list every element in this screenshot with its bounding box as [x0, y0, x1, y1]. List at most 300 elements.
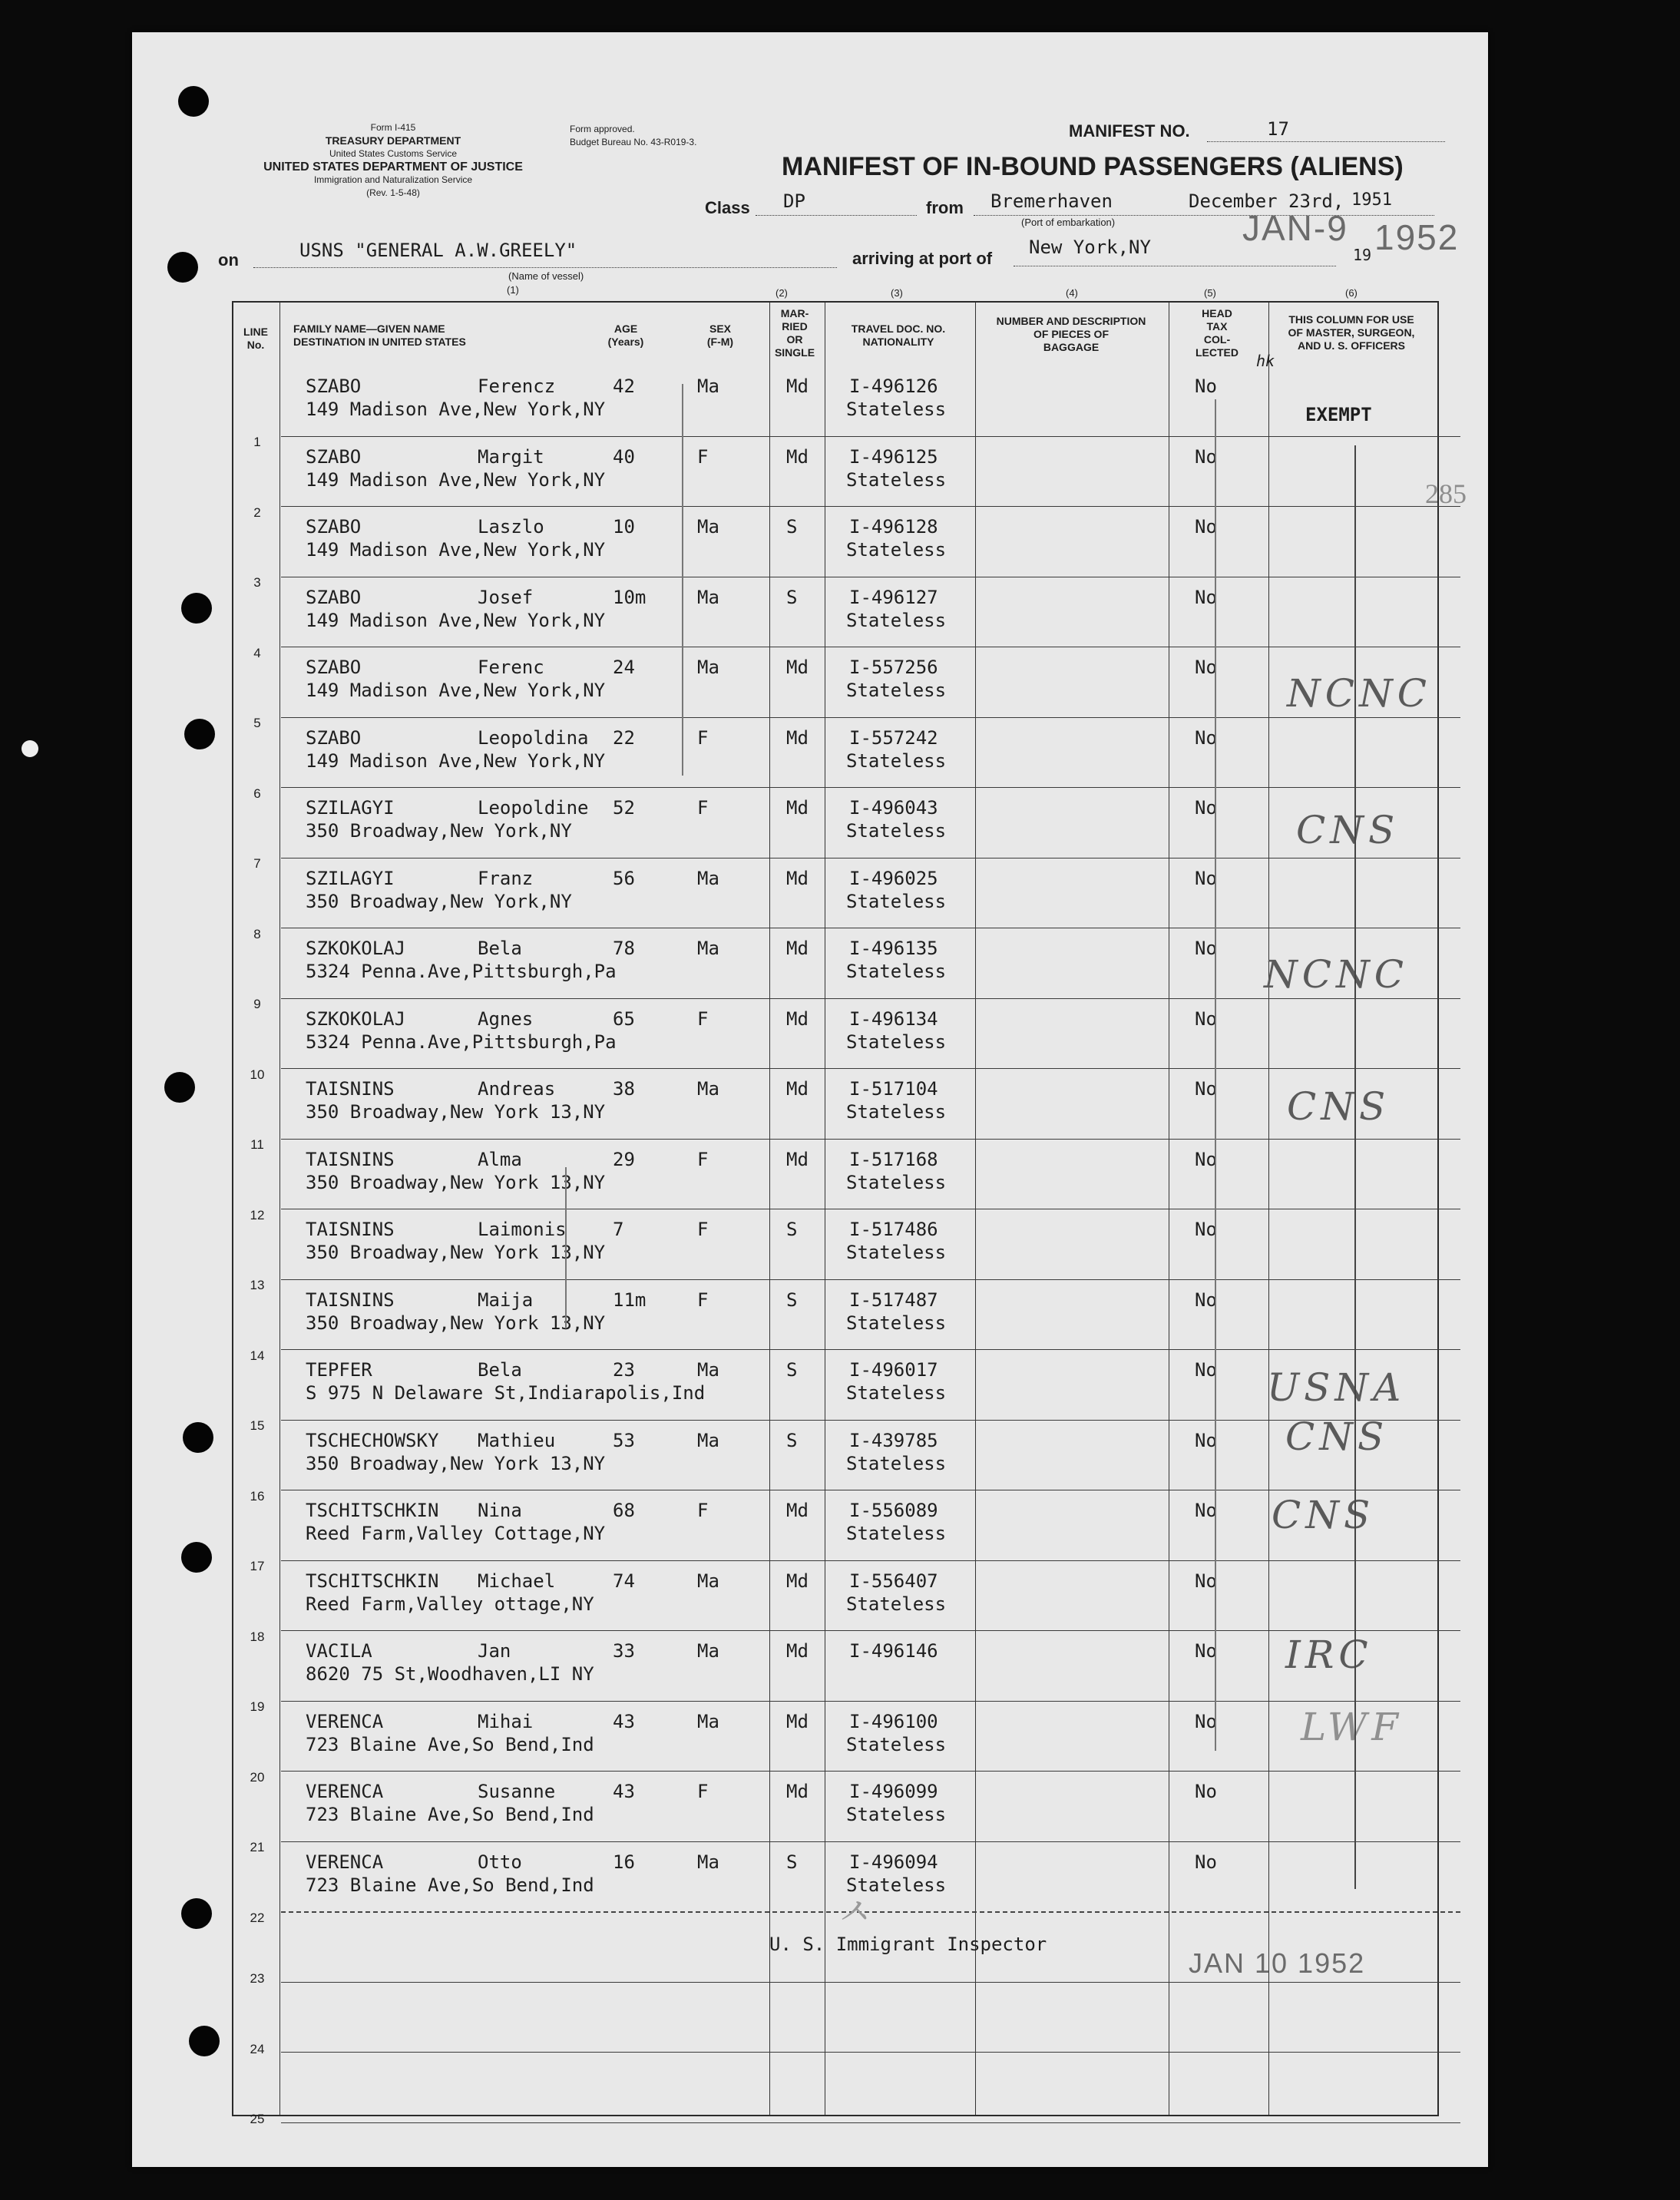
class-label: Class — [705, 198, 750, 217]
head-tax: No — [1195, 1289, 1217, 1311]
age: 22 — [613, 726, 635, 749]
age: 24 — [613, 657, 635, 678]
head-tax: No — [1195, 375, 1217, 397]
sex: F — [697, 1007, 709, 1030]
given-name: Ferenc — [478, 657, 544, 678]
nationality: Stateless — [846, 1452, 947, 1474]
sex: Ma — [697, 1640, 719, 1662]
marital-status: Md — [786, 1781, 809, 1802]
travel-doc-no: I-496025 — [849, 867, 938, 889]
marital-status: Md — [786, 1710, 809, 1732]
binder-hole — [189, 2026, 220, 2056]
manifest-no-line — [1207, 141, 1445, 142]
nationality: Stateless — [846, 539, 947, 561]
row-divider — [281, 1841, 1460, 1842]
age: 68 — [613, 1500, 635, 1521]
head-tax: No — [1195, 516, 1217, 538]
rev-date: (Rev. 1-5-48) — [366, 187, 420, 198]
family-name: SZABO — [306, 375, 362, 397]
row-line-number: 18 — [250, 1629, 265, 1644]
nationality: Stateless — [846, 609, 947, 631]
family-name: VERENCA — [306, 1851, 384, 1873]
sex: F — [697, 1148, 709, 1170]
row-line-number: 24 — [250, 2041, 265, 2056]
destination: 723 Blaine Ave,So Bend,Ind — [306, 1874, 594, 1896]
given-name: Agnes — [478, 1007, 534, 1030]
marital-status: S — [786, 1219, 798, 1240]
family-name: SZKOKOLAJ — [306, 938, 406, 959]
form-approved: Form approved. — [570, 124, 635, 134]
header-travel-doc: TRAVEL DOC. NO. NATIONALITY — [851, 323, 946, 348]
note-cns-2: CNS — [1287, 1084, 1391, 1129]
destination: 8620 75 St,Woodhaven,LI NY — [306, 1663, 594, 1685]
age: 42 — [613, 375, 635, 397]
row-divider — [281, 1982, 1460, 1983]
travel-doc-no: I-439785 — [849, 1429, 938, 1451]
family-name: TAISNINS — [306, 1289, 395, 1311]
manifest-no-label: MANIFEST NO. — [1069, 121, 1190, 141]
marital-status: Md — [786, 657, 809, 678]
nationality: Stateless — [846, 680, 947, 701]
nationality: Stateless — [846, 468, 947, 491]
family-name: SZKOKOLAJ — [306, 1007, 406, 1030]
marital-status: Md — [786, 1570, 809, 1592]
header-married: MAR- RIED OR SINGLE — [774, 307, 815, 359]
marital-status: Md — [786, 1007, 809, 1030]
marital-status: S — [786, 1289, 798, 1311]
destination: 149 Madison Ave,New York,NY — [306, 399, 606, 420]
pencil-mark — [565, 1167, 567, 1328]
on-label: on — [218, 250, 239, 270]
nationality: Stateless — [846, 1242, 947, 1263]
age: 56 — [613, 867, 635, 889]
head-tax: No — [1195, 797, 1217, 819]
sex: Ma — [697, 1710, 719, 1732]
pencil-mark — [682, 384, 683, 776]
from-line — [974, 215, 1434, 216]
note-cns-4: CNS — [1272, 1493, 1375, 1537]
travel-doc-no: I-496135 — [849, 938, 938, 959]
family-name: TSCHITSCHKIN — [306, 1500, 439, 1521]
vessel-colnum: (1) — [507, 284, 519, 296]
nationality: Stateless — [846, 749, 947, 772]
header-baggage: NUMBER AND DESCRIPTION OF PIECES OF BAGGAGE — [996, 315, 1146, 353]
head-tax: No — [1195, 1429, 1217, 1451]
destination: Reed Farm,Valley ottage,NY — [306, 1593, 594, 1615]
header-name: FAMILY NAME—GIVEN NAME DESTINATION IN UNITED STATES — [293, 323, 466, 348]
family-name: SZABO — [306, 726, 362, 749]
head-tax: No — [1195, 1851, 1217, 1873]
row-divider — [281, 717, 1460, 718]
vessel-line — [253, 267, 837, 268]
department-header — [217, 121, 570, 200]
sex: Ma — [697, 1359, 719, 1381]
class-value: DP — [783, 190, 805, 212]
binder-hole — [181, 1542, 212, 1573]
hk-initials: hk — [1256, 352, 1275, 370]
row-divider — [281, 2122, 1460, 2123]
travel-doc-no: I-556407 — [849, 1570, 938, 1592]
age: 16 — [613, 1851, 635, 1873]
destination: 350 Broadway,New York 13,NY — [306, 1242, 606, 1263]
row-line-number: 16 — [250, 1488, 265, 1504]
nationality: Stateless — [846, 1523, 947, 1544]
row-line-number: 20 — [250, 1769, 265, 1785]
nationality: Stateless — [846, 1382, 947, 1404]
marital-status: Md — [786, 445, 809, 468]
sex: F — [697, 445, 709, 468]
sex: Ma — [697, 1851, 719, 1873]
ins-service: Immigration and Naturalization Service — [313, 174, 473, 185]
row-line-number: 21 — [250, 1840, 265, 1854]
arrival-date-stamp: JAN-9 — [1242, 208, 1348, 248]
marital-status: Md — [786, 375, 809, 397]
family-name: SZILAGYI — [306, 797, 395, 819]
head-tax: No — [1195, 1219, 1217, 1240]
nationality: Stateless — [846, 1804, 947, 1825]
marital-status: S — [786, 1851, 798, 1873]
arriving-label: arriving at port of — [852, 249, 993, 268]
row-line-number: 12 — [250, 1207, 265, 1222]
port-embarkation-caption: (Port of embarkation) — [1021, 217, 1116, 228]
budget-approval — [570, 123, 769, 149]
nationality: Stateless — [846, 890, 947, 912]
row-divider — [281, 1701, 1460, 1702]
marital-status: S — [786, 586, 798, 608]
sex: Ma — [697, 375, 719, 397]
destination: 350 Broadway,New York,NY — [306, 890, 572, 912]
destination: 149 Madison Ave,New York,NY — [306, 680, 606, 701]
age: 29 — [613, 1148, 635, 1170]
marital-status: Md — [786, 726, 809, 749]
travel-doc-no: I-496125 — [849, 445, 938, 468]
travel-doc-no: I-557242 — [849, 726, 938, 749]
row-line-number: 7 — [253, 856, 261, 871]
age: 40 — [613, 445, 635, 468]
nationality: Stateless — [846, 399, 947, 420]
row-divider — [281, 1349, 1460, 1350]
travel-doc-no: I-557256 — [849, 657, 938, 678]
family-name: TAISNINS — [306, 1219, 395, 1240]
row-divider — [281, 1068, 1460, 1069]
inspector-label: U. S. Immigrant Inspector — [769, 1934, 1047, 1955]
family-name: SZABO — [306, 445, 362, 468]
marital-status: Md — [786, 797, 809, 819]
given-name: Mathieu — [478, 1429, 556, 1451]
destination: 149 Madison Ave,New York,NY — [306, 609, 606, 631]
given-name: Margit — [478, 445, 544, 468]
age: 38 — [613, 1078, 635, 1100]
destination: 5324 Penna.Ave,Pittsburgh,Pa — [306, 961, 617, 982]
age: 65 — [613, 1007, 635, 1030]
family-name: VERENCA — [306, 1710, 384, 1732]
travel-doc-no: I-496134 — [849, 1007, 938, 1030]
given-name: Jan — [478, 1640, 511, 1662]
arrival-year-prefix: 19 — [1353, 246, 1372, 264]
row-line-number: 4 — [253, 645, 261, 660]
head-tax: No — [1195, 1007, 1217, 1030]
colnum-6: (6) — [1345, 287, 1358, 299]
sex: F — [697, 1289, 709, 1311]
row-line-number: 2 — [253, 505, 261, 520]
row-divider — [281, 2052, 1460, 2053]
customs-service: United States Customs Service — [329, 148, 458, 159]
inspector-signature: ㅅ — [834, 1890, 876, 1934]
pencil-mark — [1215, 399, 1216, 1751]
destination: 723 Blaine Ave,So Bend,Ind — [306, 1804, 594, 1825]
destination: S 975 N Delaware St,Indiarapolis,Ind — [306, 1382, 706, 1404]
row-line-number: 17 — [250, 1559, 265, 1573]
given-name: Franz — [478, 867, 534, 889]
justice-dept: UNITED STATES DEPARTMENT OF JUSTICE — [263, 160, 523, 174]
class-line — [756, 215, 917, 216]
travel-doc-no: I-496128 — [849, 516, 938, 538]
note-cns-3: CNS — [1285, 1414, 1389, 1459]
travel-doc-no: I-496126 — [849, 375, 938, 397]
departure-date: December 23rd, — [1189, 190, 1344, 212]
row-divider — [281, 506, 1460, 507]
header-age: AGE (Years) — [607, 323, 644, 348]
row-line-number: 15 — [250, 1418, 265, 1433]
head-tax: No — [1195, 586, 1217, 608]
destination: 5324 Penna.Ave,Pittsburgh,Pa — [306, 1031, 617, 1053]
travel-doc-no: I-496099 — [849, 1781, 938, 1802]
embarkation-port: Bremerhaven — [990, 190, 1113, 212]
age: 33 — [613, 1640, 635, 1662]
sex: Ma — [697, 1078, 719, 1100]
travel-doc-no: I-517487 — [849, 1289, 938, 1311]
age: 11m — [613, 1289, 647, 1311]
head-tax: No — [1195, 938, 1217, 959]
row-line-number: 8 — [253, 926, 261, 941]
nationality: Stateless — [846, 1312, 947, 1334]
head-tax: No — [1195, 657, 1217, 678]
head-tax: No — [1195, 1570, 1217, 1592]
row-line-number: 3 — [253, 575, 261, 590]
row-divider — [281, 1139, 1460, 1140]
binder-hole — [167, 252, 198, 283]
age: 43 — [613, 1781, 635, 1802]
sex: F — [697, 726, 709, 749]
given-name: Andreas — [478, 1078, 556, 1100]
marital-status: Md — [786, 867, 809, 889]
row-line-number: 25 — [250, 2112, 265, 2126]
family-name: SZABO — [306, 657, 362, 678]
binder-hole — [181, 1898, 212, 1929]
colnum-4: (4) — [1066, 287, 1078, 299]
nationality: Stateless — [846, 961, 947, 982]
head-tax: No — [1195, 1500, 1217, 1521]
marital-status: Md — [786, 1500, 809, 1521]
given-name: Otto — [478, 1851, 522, 1873]
given-name: Michael — [478, 1570, 556, 1592]
nationality: Stateless — [846, 1733, 947, 1755]
given-name: Leopoldine — [478, 797, 589, 819]
given-name: Leopoldina — [478, 726, 589, 749]
sex: Ma — [697, 516, 719, 538]
note-usna: USNA — [1267, 1365, 1406, 1410]
vessel-name: USNS "GENERAL A.W.GREELY" — [299, 240, 577, 261]
row-line-number: 23 — [250, 1971, 265, 1986]
family-name: TAISNINS — [306, 1148, 395, 1170]
age: 52 — [613, 797, 635, 819]
row-divider — [281, 998, 1460, 999]
family-name: VERENCA — [306, 1781, 384, 1802]
exempt-stamp: EXEMPT — [1305, 404, 1372, 425]
age: 74 — [613, 1570, 635, 1592]
check-mark-line — [1354, 445, 1356, 1889]
head-tax: No — [1195, 1359, 1217, 1381]
travel-doc-no: I-517168 — [849, 1148, 938, 1170]
marital-status: S — [786, 1359, 798, 1381]
row-divider — [281, 1420, 1460, 1421]
destination: 350 Broadway,New York 13,NY — [306, 1452, 606, 1474]
manifest-title: MANIFEST OF IN-BOUND PASSENGERS (ALIENS) — [782, 152, 1404, 181]
note-ncnc-1: NCNC — [1287, 671, 1432, 716]
binder-hole — [183, 1422, 213, 1453]
family-name: TEPFER — [306, 1359, 372, 1381]
colnum-2: (2) — [776, 287, 788, 299]
given-name: Josef — [478, 586, 534, 608]
header-head-tax: HEAD TAX COL- LECTED — [1196, 307, 1239, 359]
family-name: TAISNINS — [306, 1078, 395, 1100]
row-line-number: 5 — [253, 716, 261, 730]
row-line-number: 10 — [250, 1067, 265, 1082]
age: 10m — [613, 586, 647, 608]
travel-doc-no: I-496127 — [849, 586, 938, 608]
marital-status: Md — [786, 1640, 809, 1662]
family-name: TSCHECHOWSKY — [306, 1429, 439, 1451]
destination: Reed Farm,Valley Cottage,NY — [306, 1523, 606, 1544]
destination: 350 Broadway,New York,NY — [306, 820, 572, 842]
binder-hole — [21, 740, 38, 757]
given-name: Ferencz — [478, 375, 556, 397]
nationality: Stateless — [846, 1101, 947, 1123]
arrival-port: New York,NY — [1029, 237, 1151, 258]
travel-doc-no: I-496043 — [849, 797, 938, 819]
age: 43 — [613, 1710, 635, 1732]
head-tax: No — [1195, 1148, 1217, 1170]
marital-status: S — [786, 1429, 798, 1451]
given-name: Susanne — [478, 1781, 556, 1802]
travel-doc-no: I-517486 — [849, 1219, 938, 1240]
row-line-number: 13 — [250, 1278, 265, 1292]
col-divider — [279, 303, 280, 2115]
sex: F — [697, 1219, 709, 1240]
given-name: Maija — [478, 1289, 534, 1311]
row-line-number: 19 — [250, 1699, 265, 1714]
sex: F — [697, 797, 709, 819]
note-cns-1: CNS — [1296, 808, 1400, 852]
destination: 350 Broadway,New York 13,NY — [306, 1101, 606, 1123]
sex: Ma — [697, 657, 719, 678]
given-name: Laszlo — [478, 516, 544, 538]
treasury-dept: TREASURY DEPARTMENT — [325, 134, 461, 147]
nationality: Stateless — [846, 820, 947, 842]
sex: Ma — [697, 1429, 719, 1451]
header-line-no: LINE No. — [243, 326, 268, 351]
colnum-3: (3) — [891, 287, 903, 299]
travel-doc-no: I-496100 — [849, 1710, 938, 1732]
family-name: SZABO — [306, 516, 362, 538]
header-sex: SEX (F-M) — [706, 323, 734, 348]
row-line-number: 1 — [253, 435, 261, 449]
given-name: Bela — [478, 1359, 522, 1381]
binder-hole — [181, 593, 212, 624]
binder-hole — [178, 86, 209, 117]
marital-status: Md — [786, 1078, 809, 1100]
head-tax: No — [1195, 1640, 1217, 1662]
head-tax: No — [1195, 445, 1217, 468]
count-285: 285 — [1425, 478, 1467, 509]
inspector-date-stamp: JAN 10 1952 — [1189, 1947, 1366, 1979]
travel-doc-no: I-556089 — [849, 1500, 938, 1521]
binder-hole — [184, 719, 215, 749]
destination: 149 Madison Ave,New York,NY — [306, 539, 606, 561]
row-line-number: 6 — [253, 786, 261, 801]
from-label: from — [926, 198, 964, 217]
family-name: SZABO — [306, 586, 362, 608]
age: 78 — [613, 938, 635, 959]
family-name: SZILAGYI — [306, 867, 395, 889]
nationality: Stateless — [846, 1031, 947, 1053]
sex: Ma — [697, 1570, 719, 1592]
travel-doc-no: I-496146 — [849, 1640, 938, 1662]
given-name: Alma — [478, 1148, 522, 1170]
destination: 149 Madison Ave,New York,NY — [306, 749, 606, 772]
sex: Ma — [697, 867, 719, 889]
marital-status: Md — [786, 938, 809, 959]
given-name: Mihai — [478, 1710, 534, 1732]
head-tax: No — [1195, 1781, 1217, 1802]
row-divider — [281, 1560, 1460, 1561]
row-line-number: 11 — [250, 1137, 264, 1152]
marital-status: S — [786, 516, 798, 538]
nationality: Stateless — [846, 1171, 947, 1193]
vessel-caption: (Name of vessel) — [508, 270, 584, 282]
age: 7 — [613, 1219, 624, 1240]
row-line-number: 14 — [250, 1348, 265, 1363]
row-divider — [281, 436, 1460, 437]
row-divider — [281, 1771, 1460, 1772]
travel-doc-no: I-496017 — [849, 1359, 938, 1381]
manifest-no-value: 17 — [1267, 118, 1289, 140]
destination: 723 Blaine Ave,So Bend,Ind — [306, 1733, 594, 1755]
age: 10 — [613, 516, 635, 538]
binder-hole — [164, 1072, 195, 1103]
given-name: Bela — [478, 938, 522, 959]
sex: F — [697, 1781, 709, 1802]
head-tax: No — [1195, 1710, 1217, 1732]
head-tax: No — [1195, 726, 1217, 749]
nationality: Stateless — [846, 1874, 947, 1896]
sex: Ma — [697, 586, 719, 608]
given-name: Laimonis — [478, 1219, 567, 1240]
travel-doc-no: I-517104 — [849, 1078, 938, 1100]
destination: 149 Madison Ave,New York,NY — [306, 468, 606, 491]
family-name: VACILA — [306, 1640, 372, 1662]
row-divider — [281, 1279, 1460, 1280]
sex: Ma — [697, 938, 719, 959]
given-name: Nina — [478, 1500, 522, 1521]
destination: 350 Broadway,New York 13,NY — [306, 1171, 606, 1193]
departure-year: 1951 — [1351, 190, 1392, 210]
note-irc: IRC — [1285, 1633, 1373, 1677]
header-officers: THIS COLUMN FOR USE OF MASTER, SURGEON, AND U. S. OFFICERS — [1288, 313, 1415, 352]
family-name: TSCHITSCHKIN — [306, 1570, 439, 1592]
row-divider — [281, 1630, 1460, 1631]
age: 53 — [613, 1429, 635, 1451]
